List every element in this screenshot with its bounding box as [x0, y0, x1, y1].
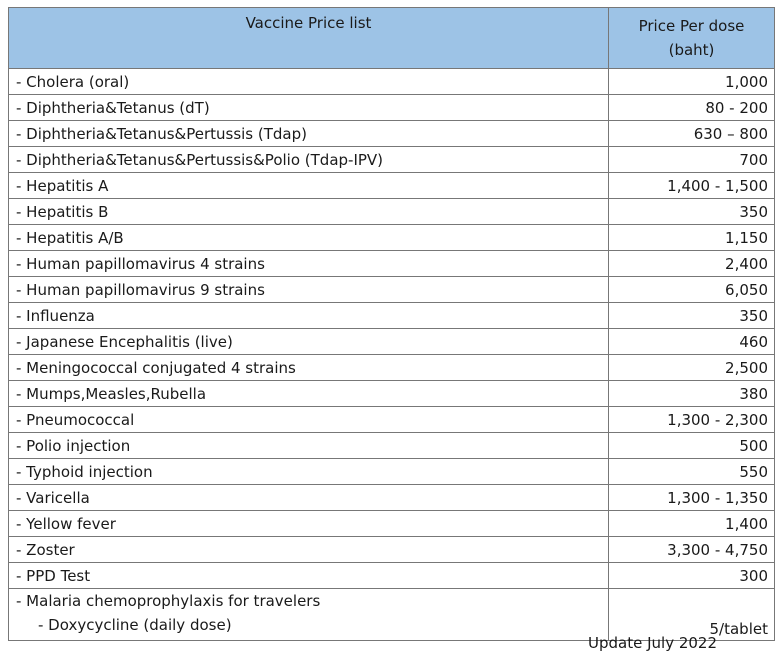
- vaccine-name: - PPD Test: [9, 563, 609, 589]
- header-price-line1: Price Per dose: [638, 17, 745, 35]
- vaccine-name: - Mumps,Measles,Rubella: [9, 381, 609, 407]
- malaria-price: 5/tablet: [609, 589, 775, 641]
- vaccine-price: 1,400: [609, 511, 775, 537]
- table-row: [9, 303, 775, 329]
- vaccine-price: 80 - 200: [609, 95, 775, 121]
- table-row: [9, 251, 775, 277]
- vaccine-name: - Hepatitis A: [9, 173, 609, 199]
- table-row: [9, 563, 775, 589]
- vaccine-price: 1,300 - 2,300: [609, 407, 775, 433]
- table-row: [9, 407, 775, 433]
- vaccine-price: 3,300 - 4,750: [609, 537, 775, 563]
- vaccine-price-table: [8, 7, 775, 641]
- table-row: [9, 459, 775, 485]
- vaccine-price: 1,000: [609, 69, 775, 95]
- malaria-name: - Malaria chemoprophylaxis for travelers: [16, 592, 321, 610]
- vaccine-name: - Polio injection: [9, 433, 609, 459]
- table-row: [9, 355, 775, 381]
- table-row: [9, 95, 775, 121]
- table-row: [9, 199, 775, 225]
- table-row: [9, 433, 775, 459]
- vaccine-price: 350: [609, 303, 775, 329]
- table-row: [9, 121, 775, 147]
- vaccine-name: - Pneumococcal: [9, 407, 609, 433]
- vaccine-price: 1,400 - 1,500: [609, 173, 775, 199]
- table-row: [9, 225, 775, 251]
- vaccine-name: - Diphtheria&Tetanus&Pertussis&Polio (Tdap-IPV): [9, 147, 609, 173]
- vaccine-name: - Diphtheria&Tetanus&Pertussis (Tdap): [9, 121, 609, 147]
- table-row: [9, 173, 775, 199]
- vaccine-price: 2,400: [609, 251, 775, 277]
- doxycycline-name: - Doxycycline (daily dose): [38, 616, 232, 634]
- table-row: [9, 381, 775, 407]
- vaccine-name: - Human papillomavirus 9 strains: [9, 277, 609, 303]
- header-price-per-dose: [609, 8, 775, 69]
- vaccine-price: 460: [609, 329, 775, 355]
- vaccine-price: 700: [609, 147, 775, 173]
- header-vaccine-price-list: Vaccine Price list: [9, 8, 609, 69]
- vaccine-name: - Varicella: [9, 485, 609, 511]
- vaccine-price: 2,500: [609, 355, 775, 381]
- header-price-line2: (baht): [668, 41, 715, 59]
- vaccine-price: 350: [609, 199, 775, 225]
- table-row: [9, 537, 775, 563]
- vaccine-price: 300: [609, 563, 775, 589]
- vaccine-price: 500: [609, 433, 775, 459]
- table-row-malaria: [9, 589, 775, 641]
- table-header-row: [9, 8, 775, 69]
- table-body: [9, 69, 775, 641]
- table-row: [9, 485, 775, 511]
- vaccine-price: 550: [609, 459, 775, 485]
- vaccine-name: - Hepatitis B: [9, 199, 609, 225]
- table-row: [9, 277, 775, 303]
- vaccine-price: 630 – 800: [609, 121, 775, 147]
- vaccine-name: - Zoster: [9, 537, 609, 563]
- vaccine-name: - Yellow fever: [9, 511, 609, 537]
- table-row: [9, 329, 775, 355]
- vaccine-price: 1,300 - 1,350: [609, 485, 775, 511]
- vaccine-price: 1,150: [609, 225, 775, 251]
- vaccine-name: - Human papillomavirus 4 strains: [9, 251, 609, 277]
- vaccine-name: - Influenza: [9, 303, 609, 329]
- vaccine-name: - Diphtheria&Tetanus (dT): [9, 95, 609, 121]
- vaccine-name: - Hepatitis A/B: [9, 225, 609, 251]
- vaccine-name: - Japanese Encephalitis (live): [9, 329, 609, 355]
- vaccine-price: 6,050: [609, 277, 775, 303]
- vaccine-name: - Typhoid injection: [9, 459, 609, 485]
- table-row: [9, 147, 775, 173]
- table-row: [9, 511, 775, 537]
- vaccine-name: - Cholera (oral): [9, 69, 609, 95]
- vaccine-name: - Meningococcal conjugated 4 strains: [9, 355, 609, 381]
- malaria-name-cell: [9, 589, 609, 641]
- update-note: Update July 2022: [588, 634, 718, 652]
- table-row: [9, 69, 775, 95]
- vaccine-price: 380: [609, 381, 775, 407]
